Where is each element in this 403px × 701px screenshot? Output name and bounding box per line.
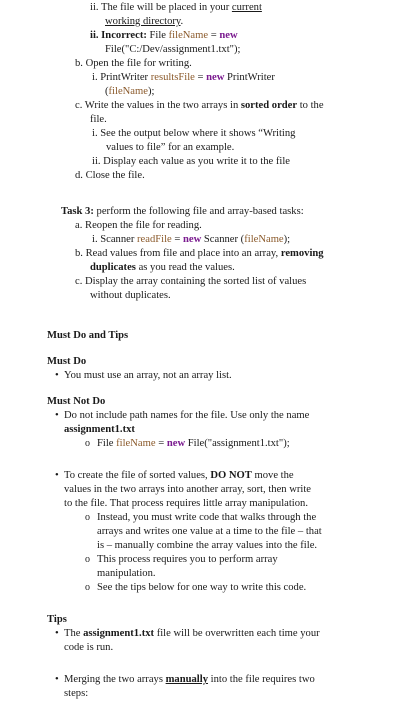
task3-heading: Task 3: perform the following file and array-based tasks: [61,206,304,217]
doc-line: values to file” for an example. [106,142,235,153]
list-item: o File fileName = new File("assignment1.txt"); [85,438,290,449]
doc-line: arrays and writes one value at a time to the file – that [97,526,322,537]
doc-line: manipulation. [97,568,156,579]
list-item: • You must use an array, not an array list. [55,370,232,381]
doc-line: duplicates as you read the values. [90,262,235,273]
subsection-heading: Must Do [47,356,87,367]
doc-line: steps: [64,688,89,699]
list-item: • Merging the two arrays manually into the file requires two [55,674,315,685]
doc-line: code is run. [64,642,114,653]
list-item: o This process requires you to perform array [85,554,278,565]
doc-line: a. Reopen the file for reading. [75,220,202,231]
doc-line: (fileName); [105,86,155,97]
list-item: o Instead, you must write code that walks through the [85,512,317,523]
doc-line: values in the two arrays into another array, sort, then write [64,484,312,495]
doc-line: i. PrintWriter resultsFile = new PrintWriter [92,72,275,83]
doc-line: c. Write the values in the two arrays in sorted order to the [75,100,324,111]
subsection-heading: Must Not Do [47,396,106,407]
doc-line: file. [90,114,107,125]
doc-line: i. Scanner readFile = new Scanner (fileName); [92,234,291,245]
list-item: • The assignment1.txt file will be overwritten each time your [55,628,320,639]
doc-line: File("C:/Dev/assignment1.txt"); [105,44,241,55]
doc-line: c. Display the array containing the sorted list of values [75,276,307,287]
doc-line: without duplicates. [90,290,171,301]
section-heading: Must Do and Tips [47,330,129,341]
doc-line: is – manually combine the array values into the file. [97,540,318,551]
doc-line: d. Close the file. [75,170,145,181]
doc-line: working directory. [105,16,184,27]
doc-line: i. See the output below where it shows “Writing [92,128,296,139]
doc-line: ii. Incorrect: File fileName = new [90,30,238,41]
doc-line: ii. Display each value as you write it to the file [92,156,290,167]
doc-line: to the file. That process requires little array manipulation. [64,498,308,509]
doc-line: assignment1.txt [64,424,135,435]
list-item: o See the tips below for one way to write this code. [85,582,307,593]
list-item: • To create the file of sorted values, DO NOT move the [55,470,294,481]
doc-line: ii. The file will be placed in your current [90,2,262,13]
doc-line: b. Read values from file and place into an array, removing [75,248,324,259]
subsection-heading: Tips [47,614,67,625]
doc-line: b. Open the file for writing. [75,58,192,69]
list-item: • Do not include path names for the file. Use only the name [55,410,310,421]
